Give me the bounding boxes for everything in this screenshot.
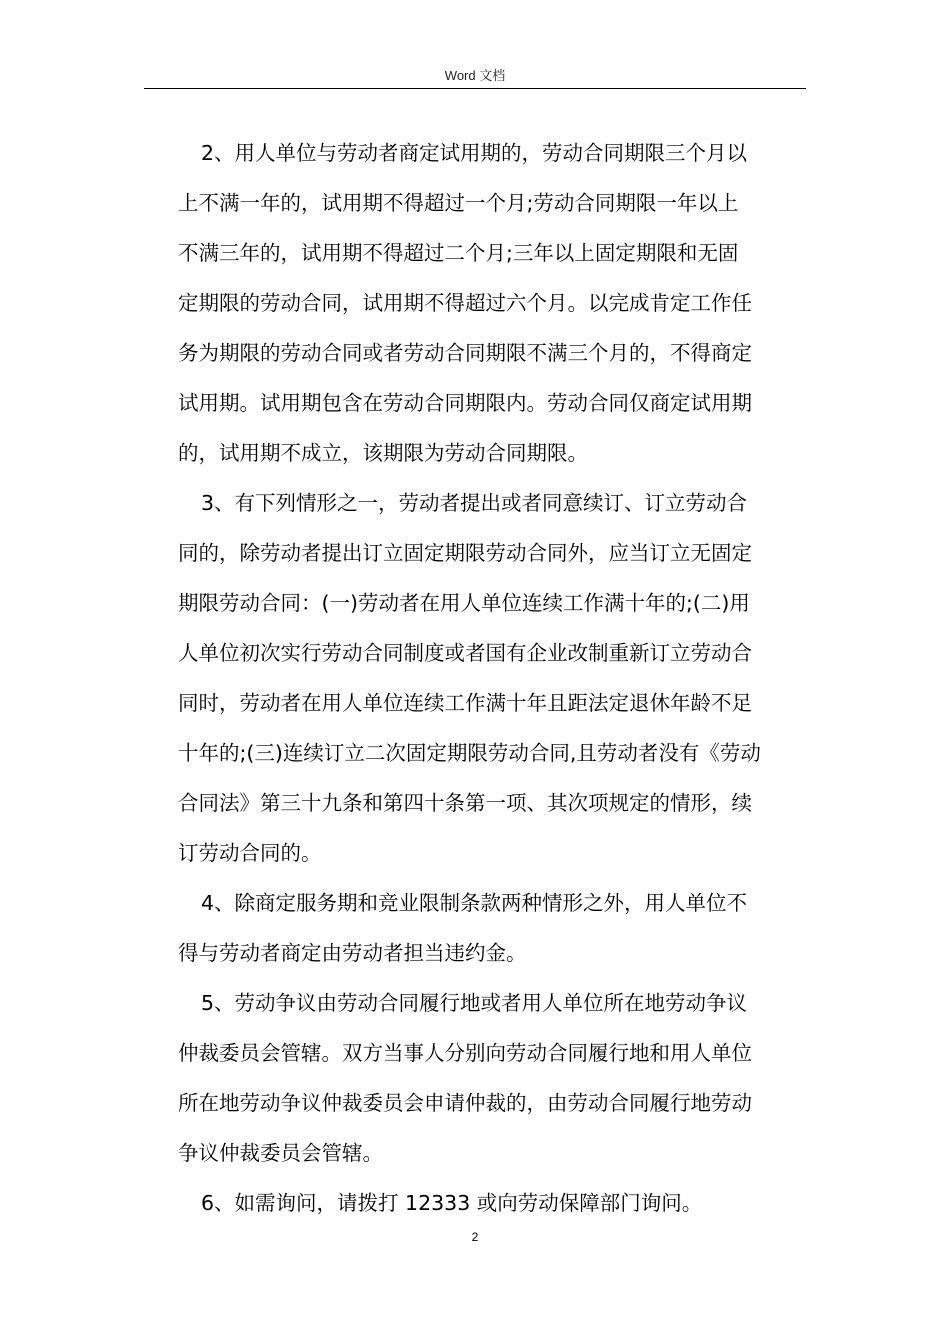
text-line: 2、用人单位与劳动者商定试用期的，劳动合同期限三个月以 <box>201 141 748 165</box>
header-divider <box>144 88 806 89</box>
text-line: 人单位初次实行劳动合同制度或者国有企业改制重新订立劳动合 <box>178 641 752 665</box>
page-number: 2 <box>471 1230 479 1244</box>
paragraph-3 <box>178 478 808 878</box>
text-line: 定期限的劳动合同，试用期不得超过六个月。以完成肯定工作任 <box>178 291 752 315</box>
text-line: 试用期。试用期包含在劳动合同期限内。劳动合同仅商定试用期 <box>178 391 752 415</box>
text-line: 的，试用期不成立，该期限为劳动合同期限。 <box>178 441 588 465</box>
text-line: 争议仲裁委员会管辖。 <box>178 1141 383 1165</box>
text-line: 3、有下列情形之一，劳动者提出或者同意续订、订立劳动合 <box>201 491 748 515</box>
paragraph-6 <box>178 1178 808 1228</box>
text-line: 期限劳动合同：(一)劳动者在用人单位连续工作满十年的;(二)用 <box>178 591 750 615</box>
text-line: 合同法》第三十九条和第四十条第一项、其次项规定的情形，续 <box>178 791 752 815</box>
text-line: 得与劳动者商定由劳动者担当违约金。 <box>178 941 527 965</box>
document-header-title: Word 文档 <box>444 68 506 83</box>
paragraph-4 <box>178 878 808 978</box>
text-line: 订劳动合同的。 <box>178 841 322 865</box>
text-line: 同时，劳动者在用人单位连续工作满十年且距法定退休年龄不足 <box>178 691 752 715</box>
text-line: 仲裁委员会管辖。双方当事人分别向劳动合同履行地和用人单位 <box>178 1041 752 1065</box>
text-line: 不满三年的，试用期不得超过二个月;三年以上固定期限和无固 <box>178 241 739 265</box>
text-line: 4、除商定服务期和竞业限制条款两种情形之外，用人单位不 <box>201 891 748 915</box>
text-line: 同的，除劳动者提出订立固定期限劳动合同外，应当订立无固定 <box>178 541 752 565</box>
text-line: 5、劳动争议由劳动合同履行地或者用人单位所在地劳动争议 <box>201 991 748 1015</box>
paragraph-2 <box>178 128 808 478</box>
paragraph-5 <box>178 978 808 1178</box>
document-body <box>178 128 808 1228</box>
text-line: 所在地劳动争议仲裁委员会申请仲裁的，由劳动合同履行地劳动 <box>178 1091 752 1115</box>
text-line: 十年的;(三)连续订立二次固定期限劳动合同,且劳动者没有《劳动 <box>178 741 761 765</box>
text-line: 6、如需询问，请拨打 12333 或向劳动保障部门询问。 <box>201 1191 703 1215</box>
text-line: 务为期限的劳动合同或者劳动合同期限不满三个月的，不得商定 <box>178 341 752 365</box>
text-line: 上不满一年的，试用期不得超过一个月;劳动合同期限一年以上 <box>178 191 739 215</box>
